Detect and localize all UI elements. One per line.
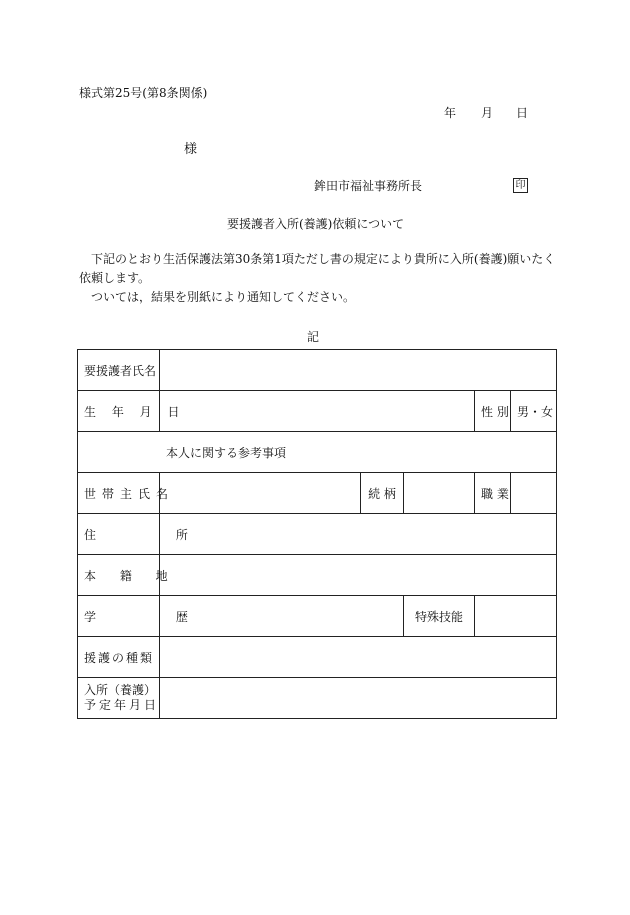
skills-label: 特殊技能 <box>404 596 475 637</box>
relation-field[interactable] <box>404 473 475 514</box>
date-month-label: 月 <box>481 106 494 120</box>
birth-label: 生 年 月 日 <box>78 391 160 432</box>
name-label: 要援護者氏名 <box>78 350 160 391</box>
relation-label: 続 柄 <box>361 473 404 514</box>
admission-label <box>78 678 160 719</box>
table-row <box>78 678 557 719</box>
reference-heading: 本人に関する参考事項 <box>78 432 557 473</box>
sex-value[interactable]: 男・女 <box>511 391 557 432</box>
domicile-field[interactable] <box>160 555 557 596</box>
body-text <box>79 250 559 307</box>
table-row <box>78 555 557 596</box>
form-number: 様式第25号(第8条関係) <box>79 86 208 100</box>
education-label: 学 歴 <box>78 596 160 637</box>
date-day-label: 日 <box>516 106 529 120</box>
birth-field[interactable] <box>160 391 475 432</box>
admission-label-line1: 入所（養護） <box>84 683 157 697</box>
protection-type-field[interactable] <box>160 637 557 678</box>
householder-field[interactable] <box>160 473 361 514</box>
admission-date-field[interactable] <box>160 678 557 719</box>
address-label: 住 所 <box>78 514 160 555</box>
domicile-label: 本 籍 地 <box>78 555 160 596</box>
occupation-field[interactable] <box>511 473 557 514</box>
protection-type-label: 援護の種類 <box>78 637 160 678</box>
table-row <box>78 514 557 555</box>
table-row <box>78 637 557 678</box>
seal-mark: 印 <box>513 178 528 193</box>
document-subject: 要援護者入所(養護)依頼について <box>227 217 405 231</box>
occupation-label: 職 業 <box>475 473 511 514</box>
table-row <box>78 596 557 637</box>
sender-name: 鉾田市福祉事務所長 <box>314 179 423 193</box>
table-row <box>78 473 557 514</box>
ki-heading: 記 <box>307 330 320 344</box>
form-table <box>77 349 557 719</box>
name-field[interactable] <box>160 350 557 391</box>
body-paragraph-2: ついては，結果を別紙により通知してください。 <box>91 290 356 304</box>
admission-label-line2: 予定年月日 <box>84 698 160 712</box>
table-row <box>78 432 557 473</box>
sex-label: 性 別 <box>475 391 511 432</box>
date-year-label: 年 <box>444 106 457 120</box>
householder-label: 世帯主氏名 <box>78 473 160 514</box>
body-paragraph-1: 下記のとおり生活保護法第30条第1項ただし書の規定により貴所に入所(養護)願いたく依頼します。 <box>79 252 556 285</box>
table-row <box>78 391 557 432</box>
skills-field[interactable] <box>475 596 557 637</box>
addressee-suffix: 様 <box>184 142 198 157</box>
table-row <box>78 350 557 391</box>
